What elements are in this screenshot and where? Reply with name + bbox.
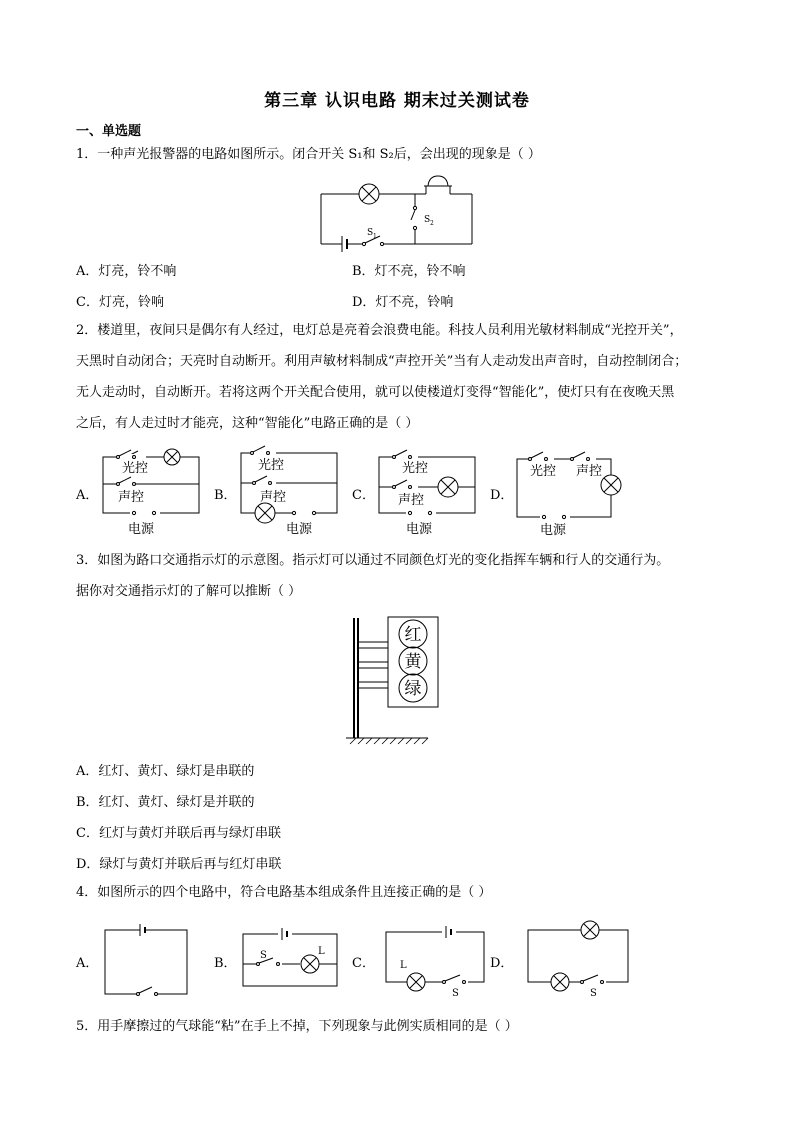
power-label: 电源 — [540, 523, 567, 537]
q3-option-a: A．红灯、黄灯、绿灯是串联的 — [76, 764, 255, 779]
section-heading: 一、单选题 — [76, 124, 142, 139]
q2-option-a-diagram — [100, 445, 202, 537]
light-control-label: 光控 — [402, 461, 429, 476]
sound-control-label: 声控 — [118, 490, 145, 505]
q3-line-1: 3．如图为路口交通指示灯的示意图。指示灯可以通过不同颜色灯光的变化指挥车辆和行人的交通行为。 — [76, 553, 670, 568]
q4-letter-b: B． — [214, 956, 237, 971]
q2-letter-c: C． — [352, 488, 375, 503]
green-light-label: 绿 — [404, 679, 422, 699]
power-label: 电源 — [406, 522, 433, 537]
q3-traffic-light-diagram — [346, 614, 450, 746]
q4-letter-a: A． — [76, 956, 99, 971]
power-label: 电源 — [128, 522, 155, 537]
switch-s-label: S — [590, 988, 597, 999]
q2-line-1: 2．楼道里，夜间只是偶尔有人经过，电灯总是亮着会浪费电能。科技人员利用光敏材料制成“光控开关”， — [76, 323, 683, 338]
q1-text: 1．一种声光报警器的电路如图所示。闭合开关 S₁和 S₂后，会出现的现象是（ ） — [76, 147, 541, 162]
q2-line-3: 无人走动时，自动断开。若将这两个开关配合使用，就可以使楼道灯变得“智能化”，使灯只有在夜晚天黑 — [76, 385, 675, 400]
q2-line-4: 之后，有人走过时才能亮，这种“智能化”电路正确的是（ ） — [76, 416, 419, 431]
q2-line-2: 天黑时自动闭合；天亮时自动断开。利用声敏材料制成“声控开关”当有人走动发出声音时，自动控制闭合； — [76, 354, 688, 369]
q3-option-d: D．绿灯与黄灯并联后再与红灯串联 — [76, 857, 282, 872]
q2-option-b-diagram — [238, 445, 340, 537]
q2-option-c-diagram — [376, 445, 478, 537]
lamp-l-label: L — [400, 960, 407, 971]
q2-option-d-diagram — [514, 445, 624, 537]
switch-s-label: S — [452, 988, 459, 999]
q3-line-2: 据你对交通指示灯的了解可以推断（ ） — [76, 584, 302, 599]
q5-text: 5．用手摩擦过的气球能“粘”在手上不掉，下列现象与此例实质相同的是（ ） — [76, 1019, 518, 1034]
q1-option-b: B．灯不亮，铃不响 — [352, 264, 466, 279]
q3-option-c: C．红灯与黄灯并联后再与绿灯串联 — [76, 826, 281, 841]
power-label: 电源 — [286, 522, 313, 537]
red-light-label: 红 — [404, 625, 422, 645]
sound-control-label: 声控 — [260, 490, 287, 505]
s2-label: S — [424, 215, 431, 225]
q2-letter-b: B． — [214, 488, 237, 503]
q1-alarm-circuit-diagram — [316, 172, 476, 252]
q1-option-a: A．灯亮，铃不响 — [76, 264, 177, 279]
q4-option-d-diagram — [514, 916, 634, 1000]
q4-text: 4．如图所示的四个电路中，符合电路基本组成条件且连接正确的是（ ） — [76, 885, 492, 900]
q2-letter-d: D． — [490, 488, 514, 503]
yellow-light-label: 黄 — [404, 652, 422, 672]
light-control-label: 光控 — [122, 461, 149, 476]
q4-option-b-diagram — [238, 920, 342, 1000]
s2-subscript: 2 — [430, 220, 434, 227]
page-title: 第三章 认识电路 期末过关测试卷 — [264, 91, 530, 111]
switch-s-label: S — [260, 950, 267, 961]
q2-letter-a: A． — [76, 488, 99, 503]
q1-option-c: C．灯亮，铃响 — [76, 295, 164, 310]
q4-option-a-diagram — [100, 920, 192, 1000]
q4-letter-c: C． — [352, 956, 375, 971]
light-control-label: 光控 — [258, 458, 285, 473]
q3-option-b: B．红灯、黄灯、绿灯是并联的 — [76, 795, 255, 810]
q1-option-d: D．灯不亮，铃响 — [352, 295, 454, 310]
sound-control-label: 声控 — [576, 464, 603, 479]
sound-control-label: 声控 — [398, 493, 425, 508]
q4-letter-d: D． — [490, 956, 514, 971]
lamp-l-label: L — [318, 946, 325, 957]
light-control-label: 光控 — [530, 464, 557, 479]
s1-subscript: 1 — [373, 233, 377, 240]
s1-label: S — [367, 228, 374, 238]
q4-option-c-diagram — [376, 920, 488, 1000]
